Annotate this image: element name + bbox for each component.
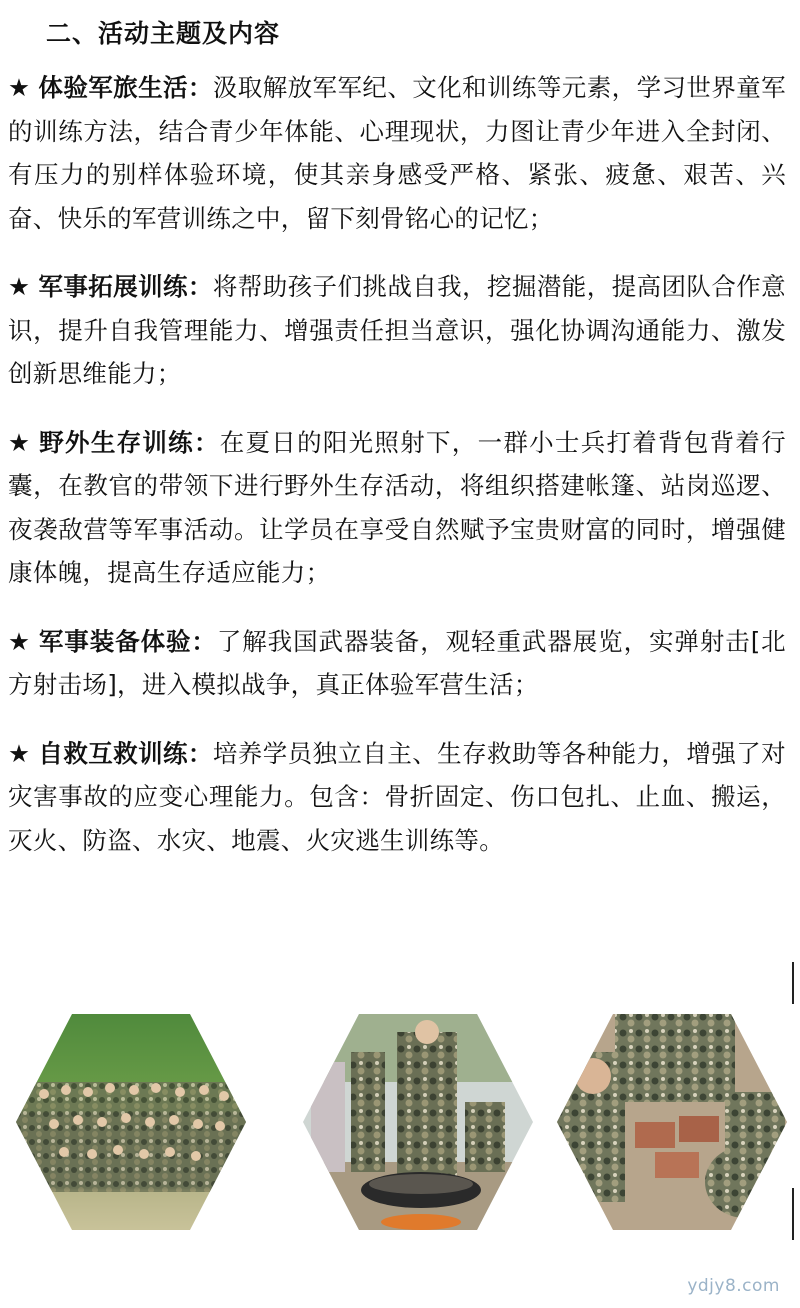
content-body bbox=[8, 66, 786, 887]
photo-gallery bbox=[0, 1012, 800, 1242]
item-title: 自救互救训练： bbox=[38, 738, 213, 768]
star-icon: ★ bbox=[8, 272, 31, 301]
star-icon: ★ bbox=[8, 427, 32, 457]
item-title: 军事拓展训练： bbox=[38, 272, 213, 301]
item-military-expansion bbox=[8, 265, 786, 396]
item-wild-survival bbox=[8, 421, 786, 595]
section-heading: 二、活动主题及内容 bbox=[46, 19, 281, 48]
item-military-life bbox=[8, 66, 786, 240]
item-equipment-experience bbox=[8, 620, 786, 707]
watermark: ydjy8.com bbox=[687, 1276, 780, 1296]
item-text: 将帮助孩子们挑战自我，挖掘潜能，提高团队合作意识，提升自我管理能力、增强责任担当意识，强化协调沟通能力、激发创新思维能力； bbox=[8, 272, 786, 388]
item-title: 野外生存训练： bbox=[39, 427, 220, 457]
item-title: 军事装备体验： bbox=[38, 626, 217, 656]
item-title: 体验军旅生活： bbox=[38, 73, 213, 102]
edge-line bbox=[792, 962, 794, 1004]
item-text: 汲取解放军军纪、文化和训练等元素，学习世界童军的训练方法，结合青少年体能、心理现状，力图让青少年进入全封闭、有压力的别样体验环境，使其亲身感受严格、紧张、疲惫、艰苦、兴奋、快乐的军营训练之中，留下刻骨铭心的记忆； bbox=[8, 73, 786, 233]
item-text: 在夏日的阳光照射下，一群小士兵打着背包背着行囊，在教官的带领下进行野外生存活动，将组织搭建帐篷、站岗巡逻、夜袭敌营等军事活动。让学员在享受自然赋予宝贵财富的同时，增强健康体魄，提高生存适应能力； bbox=[8, 427, 786, 587]
brick-stove-photo bbox=[555, 1012, 789, 1232]
star-icon: ★ bbox=[8, 626, 31, 656]
item-self-rescue bbox=[8, 732, 786, 863]
star-icon: ★ bbox=[8, 738, 31, 768]
star-icon: ★ bbox=[8, 73, 31, 102]
item-text: 了解我国武器装备，观轻重武器展览，实弹射击[北方射击场]，进入模拟战争，真正体验军营生活； bbox=[8, 626, 786, 699]
item-text: 培养学员独立自主、生存救助等各种能力，增强了对灾害事故的应变心理能力。包含：骨折固定、伤口包扎、止血、搬运，灭火、防盗、水灾、地震、火灾逃生训练等。 bbox=[8, 738, 786, 855]
group-photo bbox=[14, 1012, 248, 1232]
cooking-photo bbox=[301, 1012, 535, 1232]
